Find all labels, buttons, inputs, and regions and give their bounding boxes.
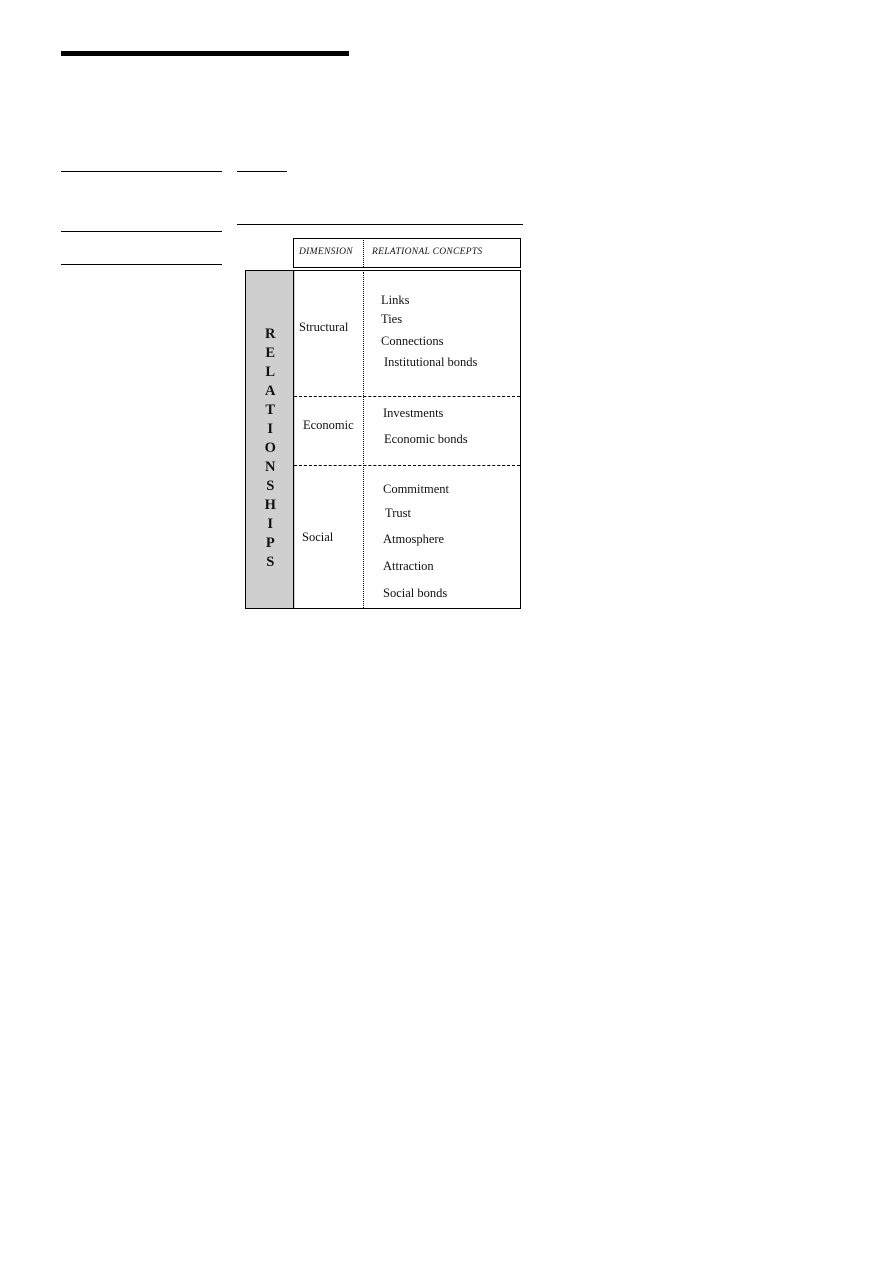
- dimension-economic: Economic: [303, 418, 354, 432]
- sidebar-letter: A: [265, 383, 276, 399]
- dimension-header: DIMENSION: [299, 247, 353, 257]
- sidebar-letter: R: [265, 326, 276, 342]
- top-heavy-rule: [61, 51, 349, 56]
- relational-concepts-header: RELATIONAL CONCEPTS: [372, 247, 483, 257]
- concept-item: Trust: [385, 506, 411, 520]
- concept-item: Social bonds: [383, 586, 448, 600]
- column-divider: [363, 272, 364, 608]
- row-divider-1: [294, 396, 520, 397]
- header-double-rule: [293, 267, 521, 268]
- relationships-sidebar: [245, 270, 295, 609]
- concept-item: Investments: [383, 406, 444, 420]
- sidebar-letter: I: [267, 421, 274, 437]
- margin-rule-3: [61, 264, 222, 265]
- header-divider: [363, 240, 364, 267]
- concept-item: Commitment: [383, 482, 449, 496]
- dimension-structural: Structural: [299, 320, 349, 334]
- sidebar-letter: P: [265, 535, 276, 551]
- sidebar-letter: E: [265, 345, 276, 361]
- row-divider-2: [294, 465, 520, 466]
- dimension-social: Social: [302, 530, 334, 544]
- sidebar-letter: I: [267, 516, 274, 532]
- caption-short-rule: [237, 171, 287, 172]
- concept-item: Links: [381, 293, 410, 307]
- concept-item: Institutional bonds: [384, 355, 478, 369]
- concept-item: Attraction: [383, 559, 434, 573]
- concept-item: Ties: [381, 312, 403, 326]
- sidebar-letter: S: [266, 554, 275, 570]
- concept-item: Atmosphere: [383, 532, 445, 546]
- sidebar-letter: T: [265, 402, 276, 418]
- sidebar-letter: H: [264, 497, 277, 513]
- sidebar-letter: O: [264, 440, 277, 456]
- concept-item: Connections: [381, 334, 444, 348]
- caption-long-rule: [237, 224, 523, 225]
- table-header: [293, 238, 521, 268]
- sidebar-letter: L: [265, 364, 276, 380]
- sidebar-letter: N: [265, 459, 276, 475]
- margin-rule-1: [61, 171, 222, 172]
- sidebar-letter: S: [266, 478, 275, 494]
- margin-rule-2: [61, 231, 222, 232]
- concept-item: Economic bonds: [384, 432, 468, 446]
